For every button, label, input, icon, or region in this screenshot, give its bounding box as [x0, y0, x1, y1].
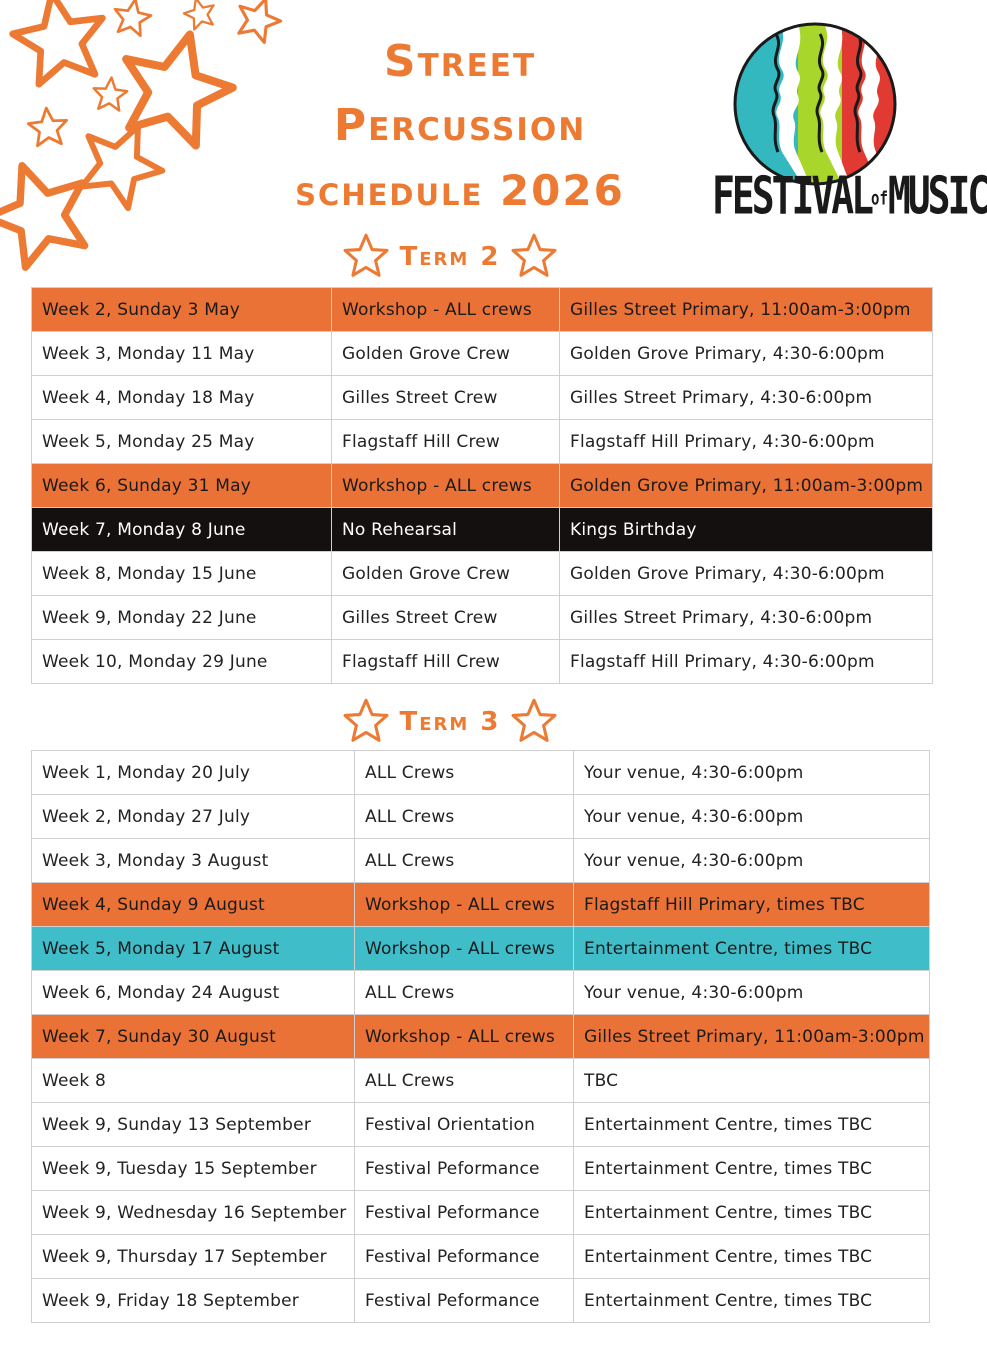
week-cell: Week 6, Sunday 31 May	[32, 464, 332, 508]
table-row	[32, 795, 930, 839]
group-cell: Workshop - ALL crews	[355, 1015, 574, 1059]
week-cell: Week 5, Monday 25 May	[32, 420, 332, 464]
table-row	[32, 640, 933, 684]
table-row	[32, 464, 933, 508]
star-icon	[342, 233, 390, 281]
star-icon	[510, 698, 558, 746]
week-cell: Week 7, Monday 8 June	[32, 508, 332, 552]
venue-cell: Flagstaff Hill Primary, 4:30-6:00pm	[560, 420, 933, 464]
star-icon	[92, 76, 128, 111]
venue-cell: Golden Grove Primary, 4:30-6:00pm	[560, 332, 933, 376]
term2-label: Term 2	[399, 242, 501, 272]
venue-cell: Kings Birthday	[560, 508, 933, 552]
venue-cell: Entertainment Centre, times TBC	[574, 927, 930, 971]
group-cell: ALL Crews	[355, 1059, 574, 1103]
table-row	[32, 1147, 930, 1191]
venue-cell: Gilles Street Primary, 11:00am-3:00pm	[574, 1015, 930, 1059]
group-cell: Festival Peformance	[355, 1235, 574, 1279]
group-cell: Golden Grove Crew	[332, 552, 560, 596]
week-cell: Week 2, Sunday 3 May	[32, 288, 332, 332]
week-cell: Week 8, Monday 15 June	[32, 552, 332, 596]
week-cell: Week 9, Monday 22 June	[32, 596, 332, 640]
venue-cell: TBC	[574, 1059, 930, 1103]
week-cell: Week 5, Monday 17 August	[32, 927, 355, 971]
week-cell: Week 9, Tuesday 15 September	[32, 1147, 355, 1191]
venue-cell: Entertainment Centre, times TBC	[574, 1147, 930, 1191]
star-icon	[68, 109, 175, 214]
group-cell: Festival Peformance	[355, 1191, 574, 1235]
title-line-3: schedule 2026	[295, 166, 625, 215]
venue-cell: Golden Grove Primary, 11:00am-3:00pm	[560, 464, 933, 508]
table-row	[32, 1235, 930, 1279]
venue-cell: Gilles Street Primary, 4:30-6:00pm	[560, 376, 933, 420]
table-row	[32, 1279, 930, 1323]
venue-cell: Entertainment Centre, times TBC	[574, 1235, 930, 1279]
group-cell: ALL Crews	[355, 839, 574, 883]
table-row	[32, 508, 933, 552]
group-cell: Flagstaff Hill Crew	[332, 420, 560, 464]
week-cell: Week 3, Monday 11 May	[32, 332, 332, 376]
week-cell: Week 9, Sunday 13 September	[32, 1103, 355, 1147]
term2-schedule-table	[31, 287, 933, 684]
venue-cell: Entertainment Centre, times TBC	[574, 1191, 930, 1235]
star-icon	[7, 0, 112, 87]
term3-schedule-table	[31, 750, 930, 1323]
week-cell: Week 4, Monday 18 May	[32, 376, 332, 420]
group-cell: Festival Peformance	[355, 1279, 574, 1323]
venue-cell: Flagstaff Hill Primary, 4:30-6:00pm	[560, 640, 933, 684]
group-cell: Gilles Street Crew	[332, 596, 560, 640]
group-cell: Workshop - ALL crews	[332, 288, 560, 332]
venue-cell: Entertainment Centre, times TBC	[574, 1103, 930, 1147]
group-cell: ALL Crews	[355, 971, 574, 1015]
venue-cell: Entertainment Centre, times TBC	[574, 1279, 930, 1323]
group-cell: Workshop - ALL crews	[355, 883, 574, 927]
week-cell: Week 6, Monday 24 August	[32, 971, 355, 1015]
group-cell: Flagstaff Hill Crew	[332, 640, 560, 684]
week-cell: Week 9, Wednesday 16 September	[32, 1191, 355, 1235]
term3-label: Term 3	[399, 707, 501, 737]
table-row	[32, 288, 933, 332]
group-cell: Golden Grove Crew	[332, 332, 560, 376]
table-row	[32, 751, 930, 795]
star-icon	[231, 0, 286, 45]
table-row	[32, 883, 930, 927]
table-row	[32, 420, 933, 464]
group-cell: Gilles Street Crew	[332, 376, 560, 420]
venue-cell: Flagstaff Hill Primary, times TBC	[574, 883, 930, 927]
table-row	[32, 376, 933, 420]
venue-cell: Gilles Street Primary, 4:30-6:00pm	[560, 596, 933, 640]
week-cell: Week 9, Friday 18 September	[32, 1279, 355, 1323]
group-cell: Festival Peformance	[355, 1147, 574, 1191]
week-cell: Week 7, Sunday 30 August	[32, 1015, 355, 1059]
group-cell: Festival Orientation	[355, 1103, 574, 1147]
week-cell: Week 2, Monday 27 July	[32, 795, 355, 839]
title-line-2: Percussion	[333, 100, 587, 151]
venue-cell: Your venue, 4:30-6:00pm	[574, 751, 930, 795]
table-row	[32, 1059, 930, 1103]
venue-cell: Your venue, 4:30-6:00pm	[574, 839, 930, 883]
table-row	[32, 1015, 930, 1059]
group-cell: Workshop - ALL crews	[355, 927, 574, 971]
week-cell: Week 9, Thursday 17 September	[32, 1235, 355, 1279]
star-icon	[510, 233, 558, 281]
venue-cell: Your venue, 4:30-6:00pm	[574, 795, 930, 839]
star-icon	[27, 106, 68, 146]
week-cell: Week 4, Sunday 9 August	[32, 883, 355, 927]
table-row	[32, 1103, 930, 1147]
table-row	[32, 332, 933, 376]
group-cell: ALL Crews	[355, 795, 574, 839]
table-row	[32, 552, 933, 596]
title-line-1: Street	[383, 36, 537, 87]
table-row	[32, 927, 930, 971]
star-icon	[342, 698, 390, 746]
table-row	[32, 596, 933, 640]
venue-cell: Your venue, 4:30-6:00pm	[574, 971, 930, 1015]
star-icon	[0, 148, 102, 273]
week-cell: Week 10, Monday 29 June	[32, 640, 332, 684]
group-cell: Workshop - ALL crews	[332, 464, 560, 508]
term2-heading	[330, 231, 570, 283]
star-icon	[181, 0, 218, 31]
logo-wordmark: FESTIVALofMUSIC	[712, 166, 987, 226]
term3-heading	[330, 696, 570, 748]
decorative-stars	[0, 0, 290, 290]
venue-cell: Golden Grove Primary, 4:30-6:00pm	[560, 552, 933, 596]
star-icon	[111, 0, 153, 37]
table-row	[32, 839, 930, 883]
group-cell: ALL Crews	[355, 751, 574, 795]
table-row	[32, 1191, 930, 1235]
week-cell: Week 3, Monday 3 August	[32, 839, 355, 883]
venue-cell: Gilles Street Primary, 11:00am-3:00pm	[560, 288, 933, 332]
table-row	[32, 971, 930, 1015]
week-cell: Week 1, Monday 20 July	[32, 751, 355, 795]
week-cell: Week 8	[32, 1059, 355, 1103]
group-cell: No Rehearsal	[332, 508, 560, 552]
